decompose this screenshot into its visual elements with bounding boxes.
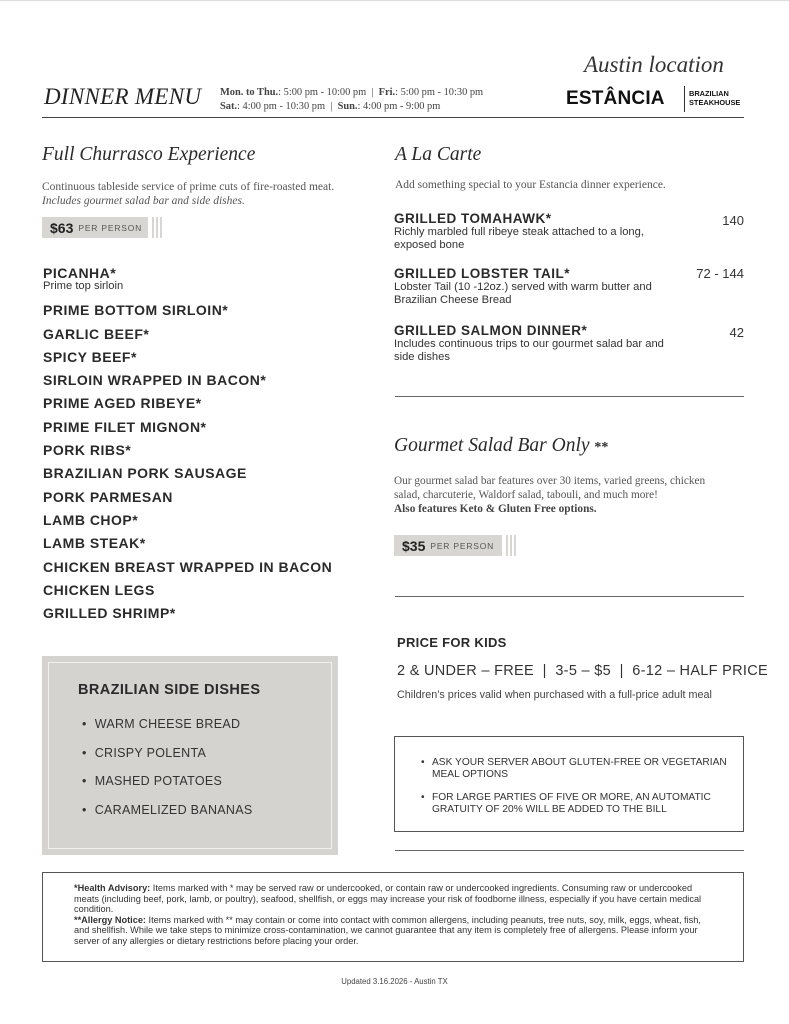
alacarte-item <box>394 266 744 307</box>
alacarte-item-desc: Lobster Tail (10 -12oz.) served with warm butter and Brazilian Cheese Bread <box>394 281 652 306</box>
salad-bar-price-tag <box>394 535 518 556</box>
meat-item: CHICKEN BREAST WRAPPED IN BACON <box>43 558 333 575</box>
meat-item: PORK RIBS* <box>43 442 132 459</box>
meat-item: LAMB STEAK* <box>43 535 146 552</box>
alacarte-item-name: GRILLED TOMAHAWK* <box>394 211 552 226</box>
churrasco-per-person: PER PERSON <box>78 222 143 233</box>
salad-bar-rule <box>395 596 744 597</box>
alacarte-item-name: GRILLED SALMON DINNER* <box>394 323 588 338</box>
side-dishes-panel <box>42 656 338 855</box>
meat-list <box>43 263 373 626</box>
alacarte-item-name: GRILLED LOBSTER TAIL* <box>394 266 570 281</box>
churrasco-description: Continuous tableside service of prime cuts of fire-roasted meat. Includes gourmet salad bar and side dishes. <box>42 181 335 207</box>
meat-item: PRIME AGED RIBEYE* <box>43 395 202 412</box>
updated-date: Updated 3.16.2026 - Austin TX <box>341 977 448 986</box>
menu-title: DINNER MENU <box>44 84 202 109</box>
meat-item: CHICKEN LEGS <box>43 581 155 598</box>
meat-item: SIRLOIN WRAPPED IN BACON* <box>43 372 267 389</box>
alacarte-rule <box>395 396 744 397</box>
allergy-mark: ** <box>594 440 609 455</box>
alacarte-item-price: 72 - 144 <box>696 266 744 281</box>
meat-item: LAMB CHOP* <box>43 511 139 528</box>
alacarte-item-price: 140 <box>722 213 744 228</box>
kids-title: PRICE FOR KIDS <box>397 635 507 650</box>
kids-note: Children’s prices valid when purchased with a full-price adult meal <box>397 689 712 701</box>
page-top-rule <box>0 0 789 1</box>
alacarte-item <box>394 211 744 252</box>
salad-bar-description: Our gourmet salad bar features over 30 items, varied greens, chicken salad, charcuterie, Waldorf salad, tabouli, and much more! Also features Keto & Gluten Free options. <box>394 475 706 515</box>
info-rule <box>395 850 744 851</box>
meat-item: BRAZILIAN PORK SAUSAGE <box>43 465 247 482</box>
meat-item: PRIME FILET MIGNON* <box>43 418 207 435</box>
side-dishes-title: BRAZILIAN SIDE DISHES <box>78 682 261 698</box>
meat-item: PORK PARMESAN <box>43 488 173 505</box>
price-tag-stripes <box>506 535 518 556</box>
location-label: Austin location <box>584 52 724 77</box>
side-dish-item: • CARAMELIZED BANANAS <box>82 803 253 817</box>
brand-divider <box>684 86 685 112</box>
meat-item: PICANHA* <box>43 265 117 281</box>
alacarte-item-desc: Includes continuous trips to our gourmet salad bar and side dishes <box>394 338 664 363</box>
side-dish-item: • CRISPY POLENTA <box>82 746 206 760</box>
alacarte-title: A La Carte <box>395 144 482 165</box>
alacarte-description: Add something special to your Estancia dinner experience. <box>395 179 666 191</box>
meat-item: SPICY BEEF* <box>43 348 137 365</box>
meat-item: GRILLED SHRIMP* <box>43 605 176 622</box>
churrasco-price-tag <box>42 217 164 238</box>
salad-bar-title: Gourmet Salad Bar Only ** <box>394 435 609 456</box>
hours: Mon. to Thu.: 5:00 pm - 10:00 pm | Fri.: 5:00 pm - 10:30 pm Sat.: 4:00 pm - 10:30 pm | Sun.: 4:00 pm - 9:00 pm <box>220 87 484 112</box>
info-box <box>394 736 744 832</box>
salad-bar-price: $35 <box>402 537 426 554</box>
churrasco-title: Full Churrasco Experience <box>42 144 256 165</box>
kids-prices: 2 & UNDER – FREE | 3-5 – $5 | 6-12 – HALF PRICE <box>397 663 768 679</box>
brand-subtitle: BRAZILIAN STEAKHOUSE <box>689 89 741 107</box>
info-item: • FOR LARGE PARTIES OF FIVE OR MORE, AN AUTOMATIC GRATUITY OF 20% WILL BE ADDED TO THE BILL <box>432 792 732 816</box>
salad-bar-per-person: PER PERSON <box>430 540 495 551</box>
meat-item: GARLIC BEEF* <box>43 325 150 342</box>
alacarte-item <box>394 323 744 364</box>
price-tag-stripes <box>152 217 164 238</box>
alacarte-item-desc: Richly marbled full ribeye steak attached to a long, exposed bone <box>394 226 644 251</box>
side-dish-item: • WARM CHEESE BREAD <box>82 717 240 731</box>
header-rule <box>42 117 744 118</box>
meat-item: PRIME BOTTOM SIRLOIN* <box>43 302 229 319</box>
churrasco-price: $63 <box>50 219 74 236</box>
health-advisory: *Health Advisory: Items marked with * may be served raw or undercooked, or contain raw or undercooked ingredients. Consuming raw or undercooked meats (including beef, pork, lamb, or poultry), seafood, shellfish, or eggs may increase your risk of foodborne illness, especially if you have certain medical condition. **Allergy Notice: Items marked with ** may contain or come into contact with common allergens, including peanuts, tree nuts, soy, milk, eggs, wheat, fish, and shellfish. While we take steps to minimize cross-contamination, we cannot guarantee that any item is completely free of allergens. Please inform your server of any allergies or dietary restrictions before placing your order. <box>42 872 744 962</box>
info-item: • ASK YOUR SERVER ABOUT GLUTEN-FREE OR VEGETARIAN MEAL OPTIONS <box>432 757 732 781</box>
brand-logo: ESTÂNCIA <box>566 88 665 109</box>
side-dish-item: • MASHED POTATOES <box>82 774 222 788</box>
meat-item-note: Prime top sirloin <box>43 280 124 293</box>
alacarte-item-price: 42 <box>729 325 744 340</box>
